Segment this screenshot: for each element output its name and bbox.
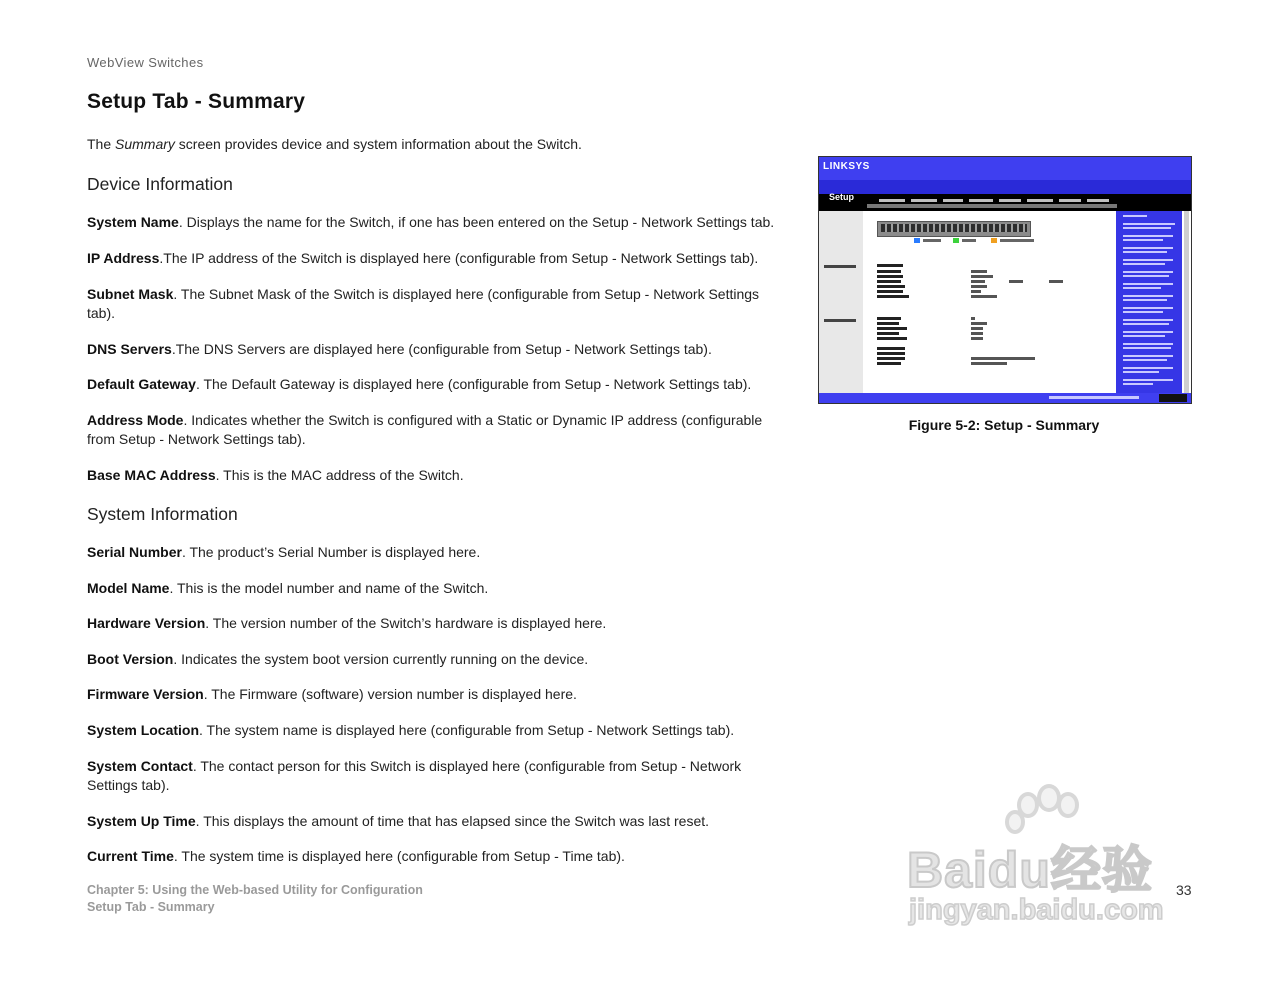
screenshot-nav-tab [1059, 199, 1081, 202]
screenshot-field-value [971, 337, 983, 340]
footer-chapter-block [87, 882, 423, 916]
screenshot-field-value [971, 357, 1035, 360]
screenshot-field-label [877, 295, 909, 298]
screenshot-field-value [1049, 280, 1063, 283]
term: Model Name [87, 580, 170, 596]
screenshot-help-line [1123, 355, 1173, 357]
definition-system-name [87, 213, 777, 232]
screenshot-field-value [971, 275, 993, 278]
term: System Name [87, 214, 179, 230]
screenshot-help-line [1123, 271, 1173, 273]
definition-text: . This is the model number and name of the Switch. [169, 580, 489, 596]
intro-paragraph [87, 136, 787, 152]
definition-text: . The Default Gateway is displayed here (configurable from Setup - Network Settings tab). [195, 376, 752, 392]
definition-text: . The system time is displayed here (configurable from Setup - Time tab). [173, 848, 625, 864]
screenshot-help-line [1123, 331, 1173, 333]
definition-text: .The DNS Servers are displayed here (configurable from Setup - Network Settings tab). [171, 341, 712, 357]
screenshot-help-line [1123, 343, 1173, 345]
screenshot-field-value [971, 327, 983, 330]
screenshot-field-label [877, 352, 905, 355]
definition-serial-number [87, 543, 777, 562]
screenshot-help-line [1123, 287, 1161, 289]
figure-caption: Figure 5-2: Setup - Summary [908, 417, 1100, 433]
definition-base-mac-address [87, 466, 777, 485]
term: System Location [87, 722, 200, 738]
screenshot-field-value [971, 290, 981, 293]
term: Serial Number [87, 544, 182, 560]
screenshot-field-label [877, 357, 905, 360]
definition-text: . The version number of the Switch’s hardware is displayed here. [205, 615, 607, 631]
definition-ip-address [87, 249, 777, 268]
screenshot-left-label [824, 319, 856, 322]
screenshot-help-line [1123, 367, 1173, 369]
definition-text: . This displays the amount of time that has elapsed since the Switch was last reset. [195, 813, 710, 829]
screenshot-field-value [971, 295, 997, 298]
screenshot-title-bar [819, 180, 1191, 194]
screenshot-nav-tab [911, 199, 937, 202]
screenshot-help-line [1123, 251, 1167, 253]
screenshot-left-label [824, 265, 856, 268]
screenshot-field-value [971, 322, 987, 325]
screenshot-help-line [1123, 371, 1159, 373]
definition-firmware-version [87, 685, 777, 704]
screenshot-field-label [877, 285, 905, 288]
screenshot-field-value [971, 285, 987, 288]
watermark-url: jingyan.baidu.com [909, 894, 1164, 926]
screenshot-field-value [971, 332, 983, 335]
screenshot-field-value [1009, 280, 1023, 283]
screenshot-switch-ports [881, 224, 1027, 232]
screenshot-field-label [877, 270, 901, 273]
screenshot-field-label [877, 280, 901, 283]
definition-boot-version [87, 650, 777, 669]
legend-swatch [914, 238, 920, 243]
screenshot-help-line [1123, 347, 1171, 349]
intro-emphasis: Summary [115, 136, 175, 152]
definition-text: . Displays the name for the Switch, if one has been entered on the Setup - Network Settings tab. [178, 214, 775, 230]
section-heading-system-information: System Information [87, 504, 238, 524]
screenshot-help-line [1123, 215, 1147, 217]
screenshot-field-label [877, 337, 907, 340]
screenshot-nav-bar [819, 194, 1191, 211]
screenshot-footer-logo [1159, 394, 1187, 402]
term: System Up Time [87, 813, 196, 829]
screenshot-help-line [1123, 307, 1173, 309]
paw-icon [1057, 792, 1079, 818]
definition-text: . The Firmware (software) version number is displayed here. [203, 686, 577, 702]
screenshot-field-label [877, 264, 903, 267]
definition-subnet-mask [87, 285, 777, 323]
screenshot-help-line [1123, 323, 1169, 325]
screenshot-help-line [1123, 283, 1173, 285]
term: Default Gateway [87, 376, 196, 392]
screenshot-help-line [1123, 379, 1173, 381]
definition-current-time [87, 847, 777, 866]
term: Base MAC Address [87, 467, 216, 483]
page-number: 33 [1176, 882, 1192, 898]
definition-text: . Indicates whether the Switch is configured with a Static or Dynamic IP address (configurable from Setup - Network Settings tab). [87, 412, 763, 447]
term: System Contact [87, 758, 193, 774]
definition-text: . The Subnet Mask of the Switch is displayed here (configurable from Setup - Network Settings tab). [87, 286, 760, 321]
screenshot-logo: LINKSYS [823, 161, 870, 172]
screenshot-nav-tab [1087, 199, 1109, 202]
screenshot-help-line [1123, 263, 1165, 265]
intro-after: screen provides device and system information about the Switch. [174, 136, 582, 152]
screenshot-help-line [1123, 275, 1169, 277]
figure-screenshot [818, 156, 1192, 404]
legend-text [923, 239, 941, 242]
page-title: Setup Tab - Summary [87, 90, 306, 113]
footer-chapter: Chapter 5: Using the Web-based Utility for Configuration [87, 883, 423, 897]
intro-before: The [87, 136, 116, 152]
screenshot-field-label [877, 332, 899, 335]
screenshot-scrollbar [1184, 211, 1189, 393]
definition-text: . The product’s Serial Number is displayed here. [181, 544, 481, 560]
watermark-logo [905, 790, 1205, 940]
screenshot-field-value [971, 270, 987, 273]
term: Boot Version [87, 651, 174, 667]
screenshot-field-label [877, 322, 899, 325]
definition-text: . This is the MAC address of the Switch. [215, 467, 464, 483]
screenshot-help-line [1123, 259, 1173, 261]
definition-text: . Indicates the system boot version currently running on the device. [173, 651, 589, 667]
screenshot-help-line [1123, 235, 1173, 237]
term: Current Time [87, 848, 174, 864]
screenshot-sub-nav [867, 204, 1117, 208]
term: Address Mode [87, 412, 184, 428]
definition-system-up-time [87, 812, 777, 831]
screenshot-help-line [1123, 295, 1173, 297]
screenshot-help-line [1123, 247, 1173, 249]
definition-hardware-version [87, 614, 777, 633]
screenshot-nav-tab [969, 199, 993, 202]
screenshot-field-value [971, 362, 1007, 365]
screenshot-section-label: Setup [829, 192, 855, 202]
definition-text: .The IP address of the Switch is displayed here (configurable from Setup - Network Settings tab). [159, 250, 759, 266]
definition-model-name [87, 579, 777, 598]
screenshot-nav-tab [879, 199, 905, 202]
term: IP Address [87, 250, 160, 266]
screenshot-help-line [1123, 383, 1153, 385]
screenshot-field-label [877, 362, 901, 365]
footer-section: Setup Tab - Summary [87, 900, 215, 914]
screenshot-footer-buttons [1049, 396, 1139, 399]
screenshot-help-line [1123, 311, 1163, 313]
screenshot-help-line [1123, 227, 1171, 229]
screenshot-nav-tab [1027, 199, 1053, 202]
definition-address-mode [87, 411, 777, 449]
screenshot-help-line [1123, 239, 1163, 241]
screenshot-help-line [1123, 319, 1173, 321]
screenshot-field-label [877, 290, 903, 293]
screenshot-field-label [877, 317, 901, 320]
screenshot-help-line [1123, 359, 1167, 361]
definition-system-location [87, 721, 777, 740]
definition-system-contact [87, 757, 777, 795]
watermark-text: Baidu经验 [907, 842, 1153, 898]
legend-text [1000, 239, 1034, 242]
screenshot-field-label [877, 275, 903, 278]
screenshot-field-value [971, 280, 985, 283]
term: DNS Servers [87, 341, 172, 357]
screenshot-field-label [877, 347, 905, 350]
screenshot-help-line [1123, 223, 1175, 225]
definition-default-gateway [87, 375, 777, 394]
definition-text: . The contact person for this Switch is displayed here (configurable from Setup - Network Settings tab). [87, 758, 742, 793]
screenshot-field-value [971, 317, 975, 320]
running-header: WebView Switches [87, 55, 204, 70]
section-heading-device-information: Device Information [87, 174, 233, 194]
definition-text: . The system name is displayed here (configurable from Setup - Network Settings tab). [199, 722, 735, 738]
term: Hardware Version [87, 615, 206, 631]
legend-swatch [991, 238, 997, 243]
screenshot-nav-tab [943, 199, 963, 202]
term: Firmware Version [87, 686, 204, 702]
screenshot-left-column [819, 211, 863, 393]
legend-swatch [953, 238, 959, 243]
legend-text [962, 239, 976, 242]
screenshot-field-label [877, 327, 907, 330]
screenshot-nav-tab [999, 199, 1021, 202]
screenshot-help-line [1123, 335, 1165, 337]
screenshot-help-line [1123, 299, 1167, 301]
screenshot-top-bar [819, 157, 1191, 180]
definition-dns-servers [87, 340, 777, 359]
term: Subnet Mask [87, 286, 174, 302]
